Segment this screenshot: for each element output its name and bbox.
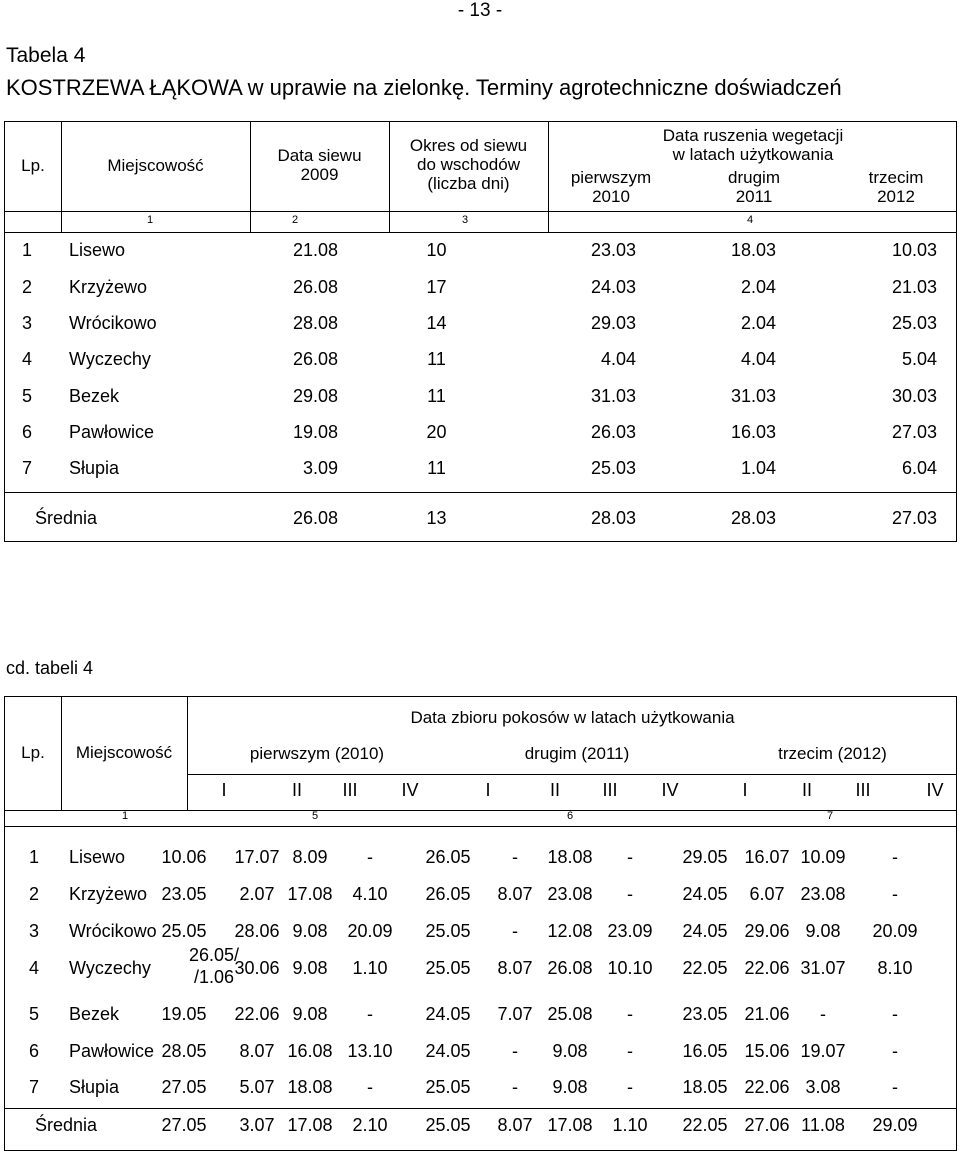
place-header: Miejscowość: [107, 156, 204, 175]
table-cell: 25.03: [590, 458, 636, 478]
table-cell: 20: [426, 422, 447, 442]
table-cell: 9.08: [292, 1004, 328, 1024]
table-cell: 11: [427, 458, 446, 478]
table-cell: 3.08: [805, 1077, 841, 1097]
table-cell: 31.03: [730, 386, 776, 406]
table-cell: 21.08: [292, 240, 338, 260]
place-name: Wyczechy: [69, 958, 151, 978]
row-number: 4: [21, 349, 32, 369]
table-cell: 5.07: [239, 1077, 275, 1097]
table-cell: -: [627, 884, 633, 904]
row-number: 3: [28, 921, 39, 941]
table-title: KOSTRZEWA ŁĄKOWA w uprawie na zielonkę. Terminy agrotechniczne doświadczeń: [6, 75, 842, 100]
harvest-header: Data zbioru pokosów w latach użytkowania: [410, 708, 735, 727]
place-header: Miejscowość: [75, 743, 173, 762]
average-cell: 8.07: [497, 1115, 533, 1135]
table-cell: 26.05/ /1.06: [188, 945, 240, 987]
table-cell: -: [512, 1041, 518, 1061]
table-cell: 7.07: [497, 1004, 533, 1024]
table-cell: -: [512, 1077, 518, 1097]
table-cell: 10: [426, 240, 447, 260]
table-cell: 17.08: [287, 884, 333, 904]
table-cell: 30.03: [891, 386, 937, 406]
table-cell: 16.05: [682, 1041, 728, 1061]
table-cell: 10.09: [800, 847, 846, 867]
table-cell: -: [892, 847, 898, 867]
table-cell: 27.03: [891, 422, 937, 442]
table-cell: 11: [427, 349, 446, 369]
cut-header: IV: [401, 780, 419, 800]
year3-header: trzecim (2012): [778, 744, 887, 763]
table-cell: 15.06: [744, 1041, 790, 1061]
period-header: Okres od siewu do wschodów (liczba dni): [409, 136, 528, 193]
harvest-dates-table: [4, 696, 957, 1151]
average-cell: 11.08: [801, 1115, 845, 1135]
table-cell: -: [367, 1077, 373, 1097]
table-cell: 22.06: [744, 1077, 790, 1097]
lp-header: Lp.: [21, 156, 45, 175]
col-number: 2: [291, 214, 299, 226]
row-number: 3: [21, 313, 32, 333]
table-cell: -: [627, 1004, 633, 1024]
table-cell: 21.06: [744, 1004, 790, 1024]
table-cell: 23.08: [800, 884, 846, 904]
table-cell: -: [892, 884, 898, 904]
table-cell: 25.08: [547, 1004, 593, 1024]
table-cell: 8.07: [239, 1041, 275, 1061]
row-number: 5: [28, 1004, 39, 1024]
table-cell: 16.03: [730, 422, 776, 442]
year1-header: pierwszym (2010): [249, 744, 385, 763]
table-cell: 3.09: [302, 458, 338, 478]
table-cell: 1.04: [740, 458, 776, 478]
row-number: 5: [21, 386, 32, 406]
place-name: Słupia: [69, 458, 120, 478]
table-cell: 26.08: [292, 277, 338, 297]
place-name: Pawłowice: [69, 422, 155, 442]
table-cell: 19.07: [800, 1041, 846, 1061]
table-cell: 18.05: [682, 1077, 728, 1097]
table-cell: 25.05: [425, 1077, 471, 1097]
table-cell: 24.05: [425, 1004, 471, 1024]
table-cell: 29.06: [744, 921, 790, 941]
col-number: 1: [121, 810, 129, 822]
table-label: Tabela 4: [6, 44, 86, 67]
table-cell: 23.05: [161, 884, 207, 904]
table-cell: 8.07: [497, 958, 533, 978]
place-name: Krzyżewo: [69, 277, 148, 297]
table-cell: 16.07: [744, 847, 790, 867]
row-number: 4: [28, 958, 39, 978]
col-number: 6: [566, 810, 574, 822]
year2-header: drugim (2011): [524, 744, 630, 763]
cut-header: III: [602, 780, 618, 800]
table-cell: 13.10: [347, 1041, 393, 1061]
table-cell: 4.10: [352, 884, 388, 904]
cut-header: II: [291, 780, 302, 800]
table-cell: 28.06: [234, 921, 280, 941]
table-cell: 9.08: [552, 1041, 588, 1061]
table-cell: 31.07: [800, 958, 846, 978]
table-cell: 19.05: [161, 1004, 207, 1024]
table-cell: 25.05: [425, 921, 471, 941]
table-cell: -: [892, 1041, 898, 1061]
table-cell: 2.04: [740, 313, 776, 333]
table-cell: 26.08: [292, 349, 338, 369]
cut-header: IV: [661, 780, 679, 800]
col-number: 3: [461, 214, 469, 226]
table-cell: 24.05: [425, 1041, 471, 1061]
table-cell: 23.09: [607, 921, 653, 941]
average-cell: 17.08: [287, 1115, 333, 1135]
average-cell: 27.05: [161, 1115, 207, 1135]
table-cell: 8.07: [497, 884, 533, 904]
place-name: Krzyżewo: [69, 884, 148, 904]
average-label: Średnia: [35, 1115, 98, 1135]
table-cell: 24.05: [682, 921, 728, 941]
table-cell: -: [627, 847, 633, 867]
table-cell: -: [512, 921, 518, 941]
average-label: Średnia: [35, 508, 98, 528]
row-number: 6: [28, 1041, 39, 1061]
row-number: 1: [28, 847, 39, 867]
year3-header: trzecim 2012: [868, 168, 924, 206]
average-cell: 29.09: [872, 1115, 918, 1135]
average-cell: 28.03: [590, 508, 636, 528]
cut-header: II: [801, 780, 812, 800]
row-number: 7: [28, 1077, 39, 1097]
table-cell: 23.05: [682, 1004, 728, 1024]
place-name: Słupia: [69, 1077, 120, 1097]
table-cell: 23.03: [590, 240, 636, 260]
average-cell: 13: [426, 508, 447, 528]
place-name: Wrócikowo: [69, 921, 157, 941]
cut-header: III: [855, 780, 871, 800]
table-cell: -: [627, 1041, 633, 1061]
table-cell: 6.07: [749, 884, 785, 904]
table-cell: 9.08: [292, 921, 328, 941]
row-number: 2: [28, 884, 39, 904]
table-cell: 26.03: [590, 422, 636, 442]
table-cell: 12.08: [547, 921, 593, 941]
table-cell: -: [820, 1004, 826, 1024]
table-cell: 31.03: [590, 386, 636, 406]
page-number: - 13 -: [457, 0, 503, 21]
table-cell: 9.08: [552, 1077, 588, 1097]
table-cell: 28.05: [161, 1041, 207, 1061]
table-cell: 10.03: [891, 240, 937, 260]
place-name: Bezek: [69, 386, 120, 406]
average-cell: 22.05: [682, 1115, 728, 1135]
table-cell: 26.08: [547, 958, 593, 978]
table-cell: 14: [426, 313, 447, 333]
place-name: Lisewo: [69, 847, 126, 867]
table-cell: 18.03: [730, 240, 776, 260]
col-number: 4: [746, 214, 754, 226]
average-cell: 2.10: [352, 1115, 388, 1135]
col-number: 5: [311, 810, 319, 822]
year2-header: drugim 2011: [728, 168, 780, 206]
col-number: 1: [146, 214, 154, 226]
table-cell: 25.03: [891, 313, 937, 333]
table-cell: 5.04: [901, 349, 937, 369]
cut-header: I: [485, 780, 491, 800]
table-cell: 18.08: [547, 847, 593, 867]
table-cell: -: [367, 1004, 373, 1024]
table-cell: 28.08: [292, 313, 338, 333]
table-cell: 20.09: [347, 921, 393, 941]
table-cell: 24.03: [590, 277, 636, 297]
row-number: 1: [21, 240, 32, 260]
table-cell: 17: [426, 277, 447, 297]
average-cell: 17.08: [547, 1115, 593, 1135]
table-cell: 22.06: [234, 1004, 280, 1024]
table-cell: 6.04: [901, 458, 937, 478]
cut-header: IV: [926, 780, 944, 800]
table-cell: 1.10: [352, 958, 388, 978]
place-name: Wrócikowo: [69, 313, 157, 333]
sowing-header: Data siewu 2009: [277, 146, 362, 184]
table-cell: 23.08: [547, 884, 593, 904]
cut-header: I: [742, 780, 748, 800]
table-cell: 9.08: [805, 921, 841, 941]
year1-header: pierwszym 2010: [570, 168, 652, 206]
row-number: 7: [21, 458, 32, 478]
table-cell: 8.10: [877, 958, 913, 978]
table-cell: 2.07: [239, 884, 275, 904]
cut-header: II: [549, 780, 560, 800]
table-cell: 8.09: [292, 847, 328, 867]
row-number: 2: [21, 277, 32, 297]
table-cell: 22.06: [744, 958, 790, 978]
average-cell: 28.03: [730, 508, 776, 528]
agrotechnical-dates-table: [4, 121, 957, 542]
table-cell: 10.06: [161, 847, 207, 867]
place-name: Lisewo: [69, 240, 126, 260]
row-number: 6: [21, 422, 32, 442]
table-cell: 16.08: [287, 1041, 333, 1061]
table-cell: 27.05: [161, 1077, 207, 1097]
table-cell: 25.05: [161, 921, 207, 941]
place-name: Wyczechy: [69, 349, 151, 369]
table-cell: 17.07: [234, 847, 280, 867]
table-cell: -: [892, 1077, 898, 1097]
table-cell: 19.08: [292, 422, 338, 442]
table-cell: 30.06: [234, 958, 280, 978]
vegetation-header: Data ruszenia wegetacji w latach użytkowania: [662, 126, 844, 164]
table-cell: -: [892, 1004, 898, 1024]
table-cell: 20.09: [872, 921, 918, 941]
table-cell: 10.10: [607, 958, 653, 978]
cut-header: III: [342, 780, 358, 800]
place-name: Bezek: [69, 1004, 120, 1024]
table-cell: -: [367, 847, 373, 867]
table-cell: 29.05: [682, 847, 728, 867]
table-cell: 29.08: [292, 386, 338, 406]
average-cell: 1.10: [612, 1115, 648, 1135]
table-cell: 26.05: [425, 884, 471, 904]
average-cell: 27.06: [744, 1115, 790, 1135]
table-cell: 21.03: [891, 277, 937, 297]
table-cell: 22.05: [682, 958, 728, 978]
table-cell: 9.08: [292, 958, 328, 978]
table-cell: -: [512, 847, 518, 867]
table-cell: 26.05: [425, 847, 471, 867]
table-cell: -: [627, 1077, 633, 1097]
average-cell: 26.08: [292, 508, 338, 528]
continuation-label: cd. tabeli 4: [6, 658, 94, 678]
table-cell: 18.08: [287, 1077, 333, 1097]
cut-header: I: [221, 780, 227, 800]
table-cell: 4.04: [600, 349, 636, 369]
table-cell: 2.04: [740, 277, 776, 297]
lp-header: Lp.: [21, 743, 45, 762]
average-cell: 27.03: [891, 508, 937, 528]
col-number: 7: [826, 810, 834, 822]
table-cell: 24.05: [682, 884, 728, 904]
place-name: Pawłowice: [69, 1041, 155, 1061]
table-cell: 25.05: [425, 958, 471, 978]
average-cell: 3.07: [239, 1115, 275, 1135]
table-cell: 29.03: [590, 313, 636, 333]
average-cell: 25.05: [425, 1115, 471, 1135]
table-cell: 4.04: [740, 349, 776, 369]
table-cell: 11: [427, 386, 446, 406]
